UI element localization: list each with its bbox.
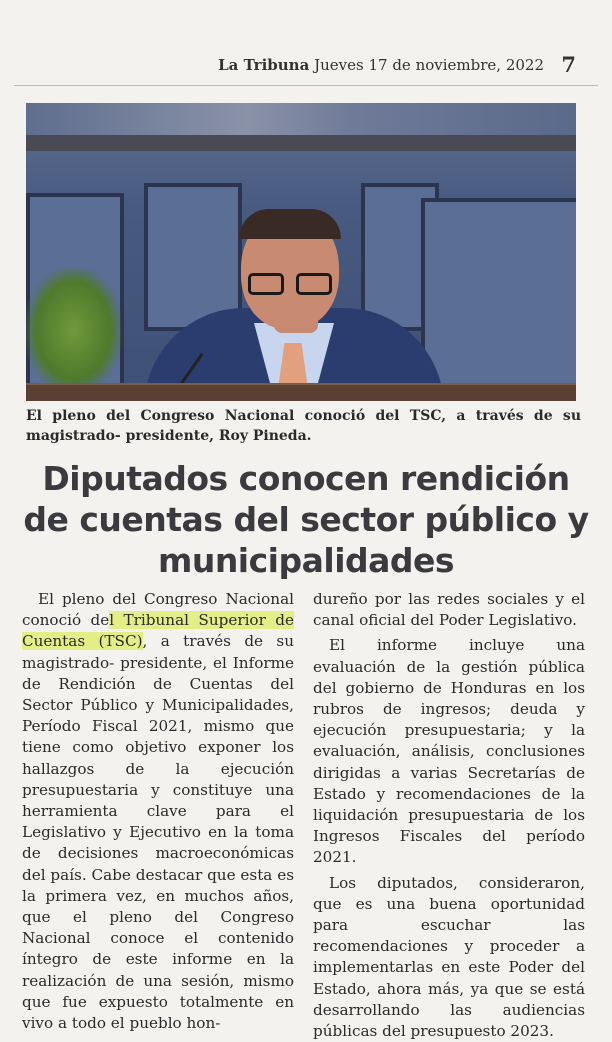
paragraph-1: El pleno del Congreso Nacional conoció del Tribunal Superior de Cuentas (TSC), a través de su magistrado- presidente, el Informe de Rendición de Cuentas del Sector Público y Municipalidades, Período Fiscal 2021, mismo que tiene como objetivo exponer los hallazgos de la ejecución presupuestaria y constituye una herramienta clave para el Legislativo y Ejecutivo en la toma de decisiones macroeconómicas del país. Cabe destacar que esta es la primera vez, en muchos años, que el pleno del Congreso Nacional conoce el contenido íntegro de este informe en la realización de una sesión, mismo que fue expuesto totalmente en vivo a todo el pueblo hon- (22, 590, 294, 1033)
highlighted-text: l Tribunal Superior de Cuentas (TSC) (22, 611, 294, 651)
issue-date: Jueves 17 de noviembre, 2022 (314, 56, 544, 74)
newspaper-name: La Tribuna (218, 56, 310, 74)
header-divider (14, 85, 598, 86)
paragraph-3: Los diputados, consideraron, que es una buena oportunidad para escuchar las recomendaciones y proceder a implementarlas en este Poder del Estado, ahora más, ya que se está desarrollando las audiencias públicas del presupuesto 2023. (313, 873, 585, 1041)
paragraph-1-continued: dureño por las redes sociales y el canal oficial del Poder Legislativo. (313, 590, 585, 630)
news-photo (26, 103, 576, 401)
paragraph-2: El informe incluye una evaluación de la gestión pública del gobierno de Honduras en los rubros de ingresos; deuda y ejecución presupuestaria; y la evaluación, análisis, conclusiones dirigidas a varias Secretarías de Estado y recomendaciones de la liquidación presupuestaria de los Ingresos Fiscales del período 2021. (313, 636, 585, 867)
page-header (0, 50, 612, 84)
photo-caption: El pleno del Congreso Nacional conoció del TSC, a través de su magistrado- presidente, Roy Pineda. (26, 408, 581, 444)
page-number: 7 (561, 52, 576, 77)
header-line (218, 56, 544, 74)
glasses (248, 273, 334, 297)
headline: Diputados conocen rendición de cuentas del sector público y municipalidades (23, 459, 589, 580)
article-column-left (22, 589, 294, 1034)
article-column-right (313, 589, 585, 1042)
